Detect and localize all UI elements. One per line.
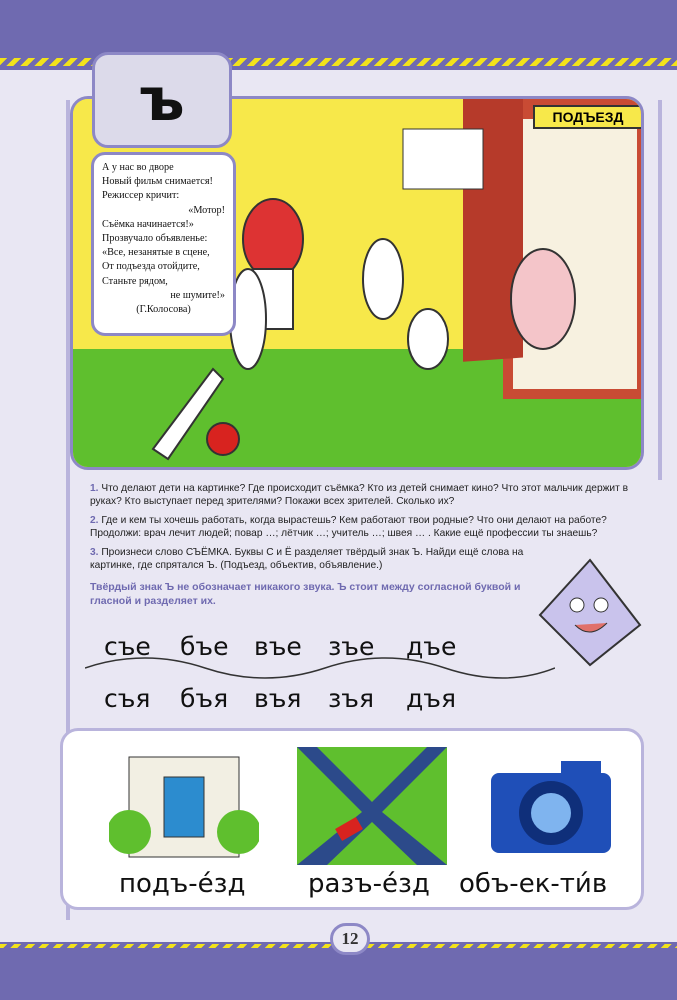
syllable: въе [254,632,302,661]
syllable: въя [254,684,302,713]
poem-line: «Мотор! [188,204,225,216]
entrance-sign: ПОДЪЕЗД [533,105,643,129]
poem-line: Новый фильм снимается! [102,176,213,188]
question-text: Что делают дети на картинке? Где происходит съёмка? Кто из детей снимает кино? Что этот мальчик держит в руках? Кто выступает перед зрителями? Покажи всех зрителей. Сколько их? [90,483,629,507]
syllable: зъя [328,684,374,713]
poem-line: А у нас во дворе [102,162,174,173]
poem-author: (Г.Колосова) [136,304,191,316]
poem-line: не шумите!» [170,289,225,301]
card-word: разъ-е́зд [308,869,430,899]
syllable: бъя [180,684,229,713]
bottom-band [0,948,677,1000]
question-2 [90,514,650,540]
syllable: бъе [180,632,229,661]
camera-icon [481,753,621,859]
string-line [85,648,555,688]
question-number: 3. [90,547,99,558]
question-1 [90,482,650,508]
card-word: объ-ек-ти́в [459,869,608,899]
poem-line: Съёмка начинается!» [102,218,194,230]
syllable: дъе [406,632,457,661]
question-3 [90,546,550,572]
entrance-building-icon [109,747,259,865]
syllable: дъя [406,684,456,713]
question-text: Где и кем ты хочешь работать, когда вырастешь? Кем работают твои родные? Что они делают на работе? Продолжи: врач лечит людей; повар …; лётчик …; учитель …; швея … . Какие ещё профессии ты знаешь? [90,515,607,539]
syllable: съе [104,632,151,661]
card-word: подъ-е́зд [119,869,246,899]
poem-line: Прозвучало объявленье: [102,233,208,245]
syllable: съя [104,684,151,713]
poem-line: Режиссер кричит: [102,190,180,202]
poem-line: «Все, незанятые в сцене, [102,247,210,259]
question-text: Произнеси слово СЪЁМКА. Буквы С и Ё разделяет твёрдый знак Ъ. Найди ещё слова на картинке, где спрятался Ъ. (Подъезд, объектив, объявление.) [90,547,524,571]
page-number: 12 [330,923,370,955]
letter-tab [92,52,232,148]
syllable: зъе [328,632,375,661]
poem-line: Станьте рядом, [102,275,168,287]
top-band [0,0,677,60]
poem-box [91,152,236,336]
word-cards-panel [60,728,644,910]
poem-line: От подъезда отойдите, [102,261,200,273]
rule-text: Твёрдый знак Ъ не обозначает никакого звука. Ъ стоит между согласной буквой и гласной и разделяет их. [90,581,521,607]
question-number: 2. [90,515,99,526]
crossroads-icon [297,747,447,865]
question-number: 1. [90,483,99,494]
letter-heading: ъ [139,65,185,135]
right-rail [658,100,662,480]
